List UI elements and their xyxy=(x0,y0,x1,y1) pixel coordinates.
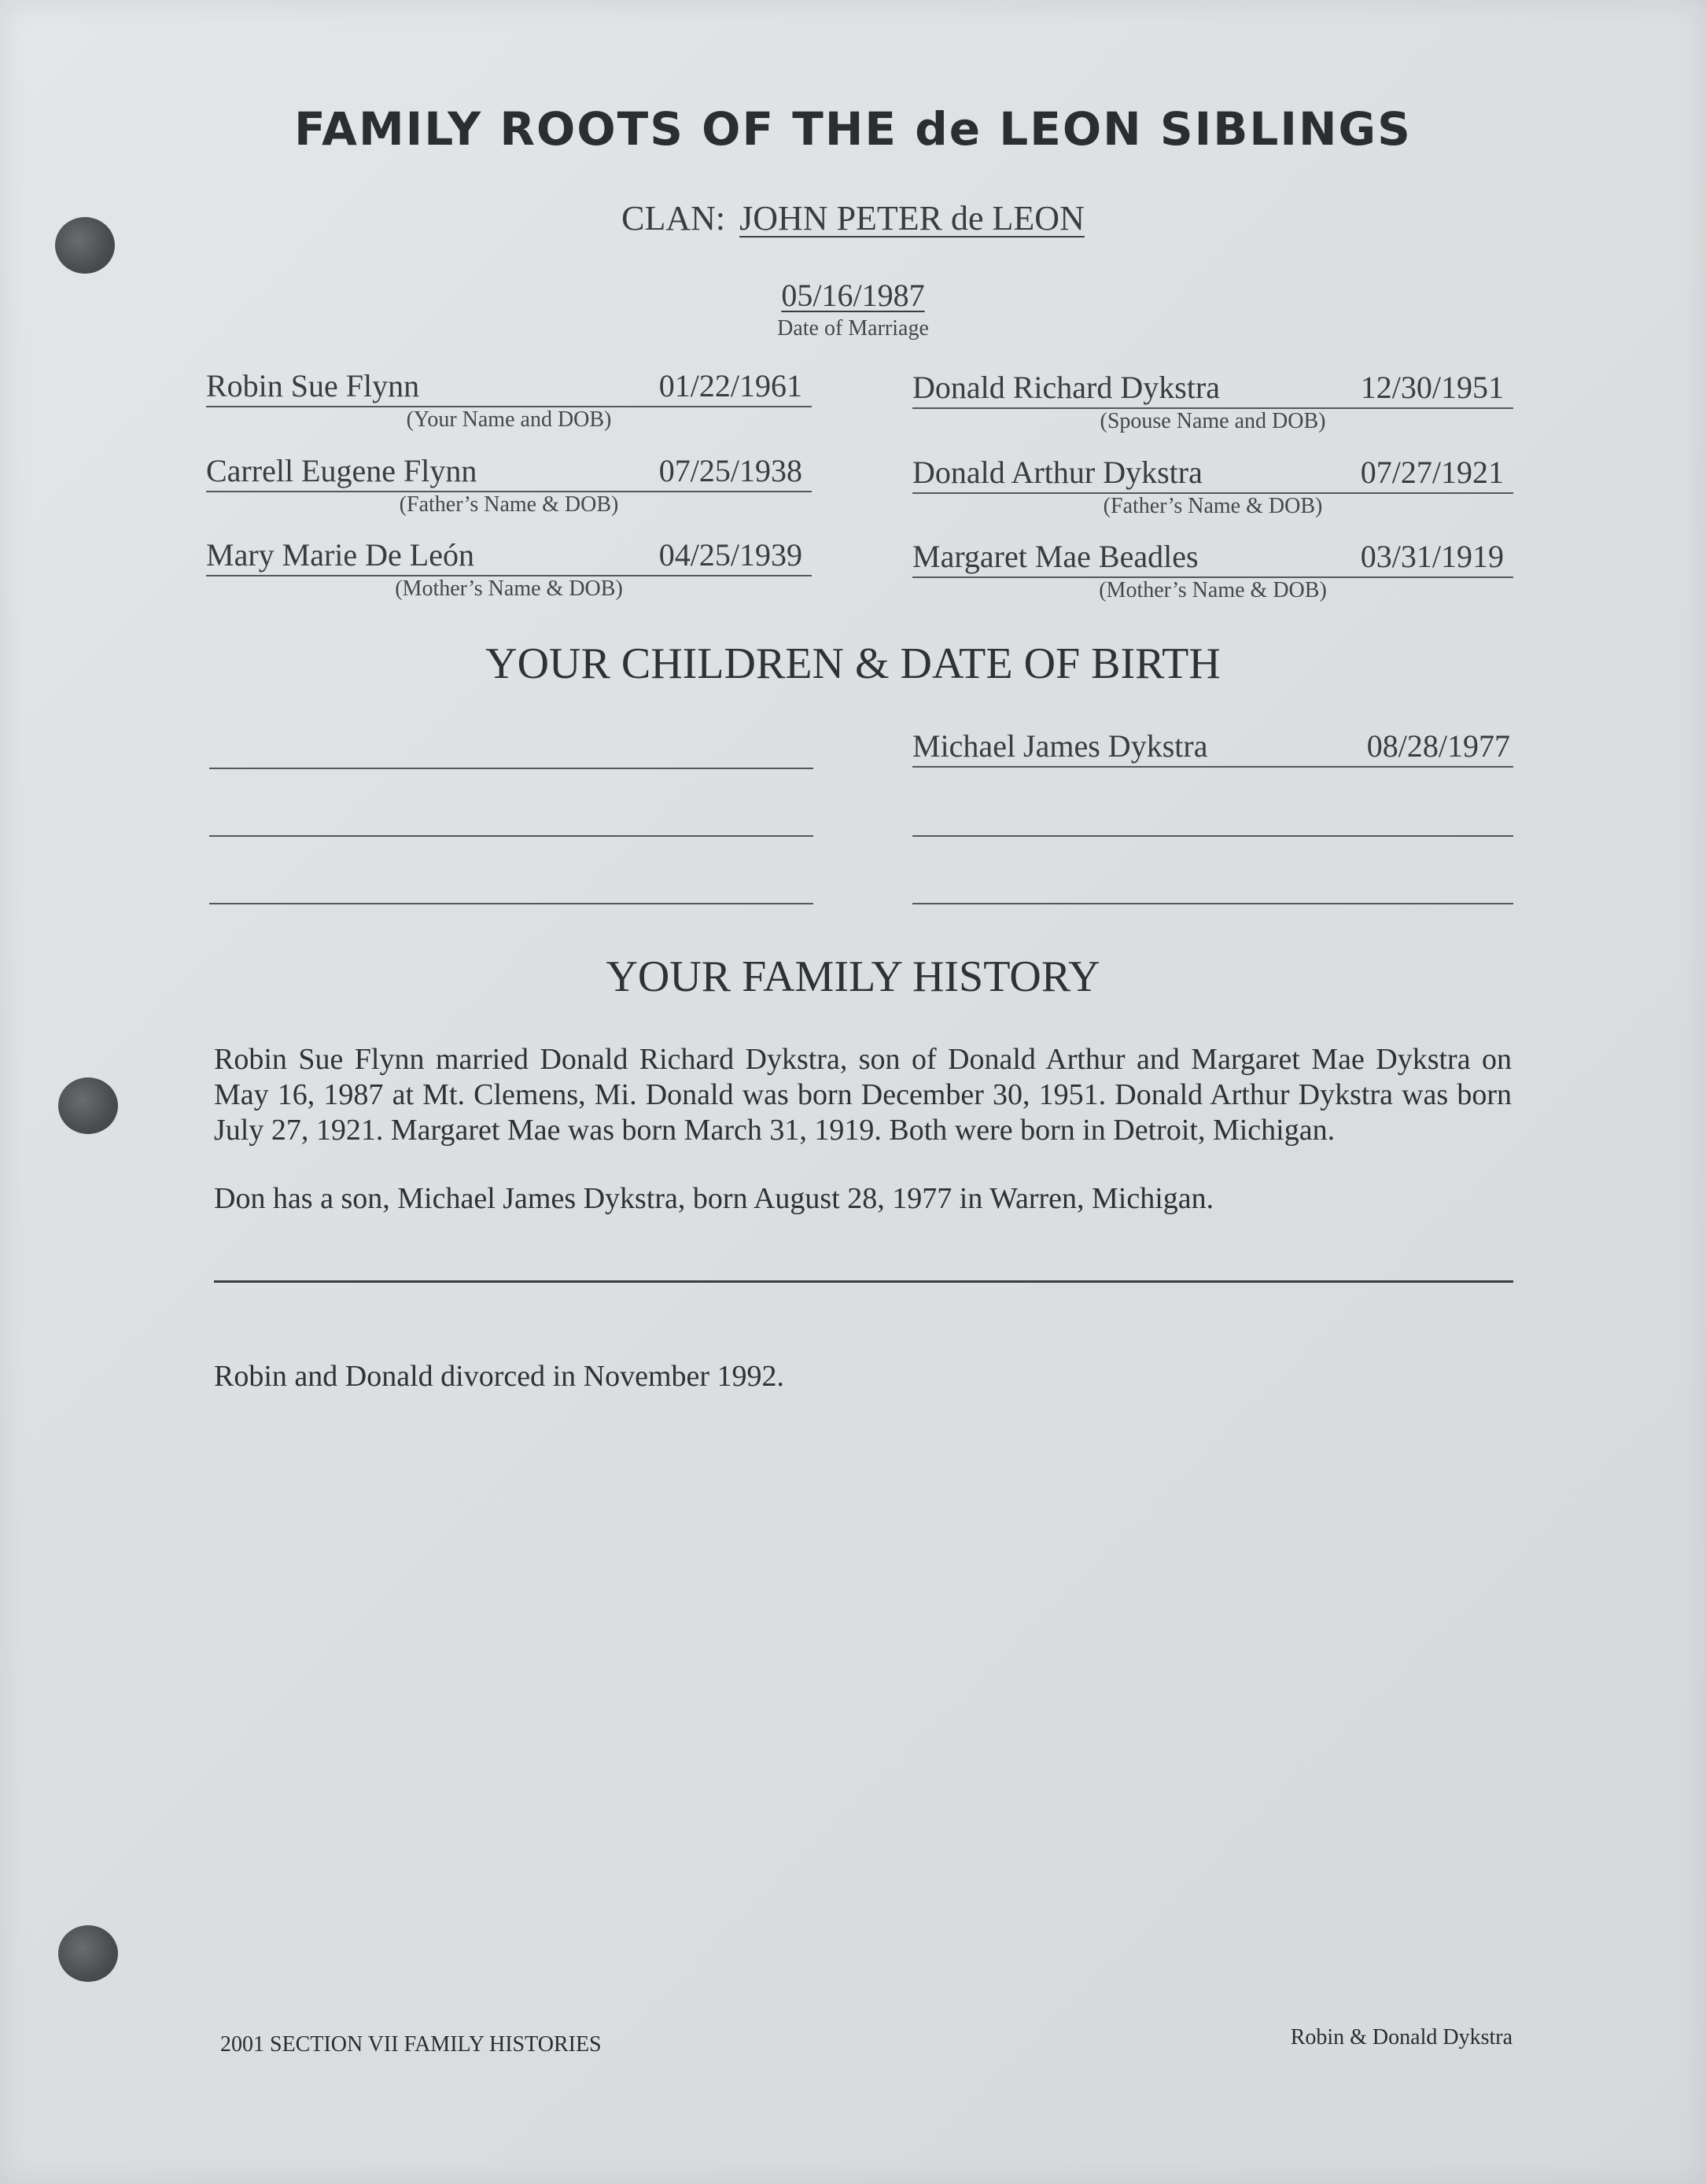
child-dob: 08/28/1977 xyxy=(1366,728,1510,764)
binder-hole-middle xyxy=(58,1077,118,1134)
entry-dob: 12/30/1951 xyxy=(1360,370,1504,405)
entry-dob: 03/31/1919 xyxy=(1360,539,1504,574)
entry-caption: (Spouse Name and DOB) xyxy=(1100,409,1326,433)
footer-section-label: 2001 SECTION VII FAMILY HISTORIES xyxy=(220,2032,602,2057)
child-line-blank xyxy=(912,859,1513,904)
entry-dob: 04/25/1939 xyxy=(658,537,802,573)
clan-line xyxy=(0,198,1706,238)
entry-name: Donald Arthur Dykstra xyxy=(912,455,1203,490)
binder-hole-bottom xyxy=(58,1925,118,1982)
entry-dob: 01/22/1961 xyxy=(658,368,802,403)
history-paragraph: Don has a son, Michael James Dykstra, born August 28, 1977 in Warren, Michigan. xyxy=(214,1182,1214,1215)
mother-name-entry xyxy=(206,531,812,602)
spouse-name-entry xyxy=(912,363,1513,434)
entry-name: Mary Marie De León xyxy=(206,537,474,573)
marriage-date-caption: Date of Marriage xyxy=(777,316,929,341)
child-line-blank xyxy=(209,791,813,837)
entry-caption: (Father’s Name & DOB) xyxy=(1103,494,1323,518)
child-line xyxy=(912,722,1513,768)
history-paragraph: Robin Sue Flynn married Donald Richard Dykstra, son of Donald Arthur and Margaret Mae Dykstra on May 16, 1987 at Mt. Clemens, Mi. Donald was born December 30, 1951. Donald Arthur Dykstra was born July 27, 1921. Margaret Mae was born March 31, 1919. Both were born in Detroit, Michigan. xyxy=(214,1043,1512,1147)
children-heading: YOUR CHILDREN & DATE OF BIRTH xyxy=(485,639,1221,688)
clan-label: CLAN: xyxy=(621,199,726,238)
spouse-mother-name-entry xyxy=(912,532,1513,603)
entry-dob: 07/27/1921 xyxy=(1360,455,1504,490)
entry-caption: (Mother’s Name & DOB) xyxy=(395,576,623,601)
entry-caption: (Father’s Name & DOB) xyxy=(399,492,619,517)
divider xyxy=(214,1280,1513,1283)
clan-name: JOHN PETER de LEON xyxy=(739,199,1085,238)
history-paragraph: Robin and Donald divorced in November 1992. xyxy=(214,1360,785,1393)
entry-caption: (Your Name and DOB) xyxy=(406,407,612,432)
father-name-entry xyxy=(206,447,812,517)
history-heading: YOUR FAMILY HISTORY xyxy=(606,952,1100,1001)
entry-name: Margaret Mae Beadles xyxy=(912,539,1199,574)
entry-name: Robin Sue Flynn xyxy=(206,368,420,403)
child-line-blank xyxy=(209,859,813,904)
entry-name: Donald Richard Dykstra xyxy=(912,370,1221,405)
your-name-entry xyxy=(206,362,812,433)
entry-dob: 07/25/1938 xyxy=(658,453,802,488)
spouse-father-name-entry xyxy=(912,448,1513,519)
child-line-blank xyxy=(209,724,813,769)
child-line-blank xyxy=(912,791,1513,837)
marriage-date: 05/16/1987 xyxy=(781,278,925,313)
child-name: Michael James Dykstra xyxy=(912,728,1208,764)
entry-name: Carrell Eugene Flynn xyxy=(206,453,477,488)
entry-caption: (Mother’s Name & DOB) xyxy=(1099,578,1327,602)
page-title: FAMILY ROOTS OF THE de LEON SIBLINGS xyxy=(294,102,1412,156)
footer-family-name: Robin & Donald Dykstra xyxy=(1290,2025,1513,2050)
